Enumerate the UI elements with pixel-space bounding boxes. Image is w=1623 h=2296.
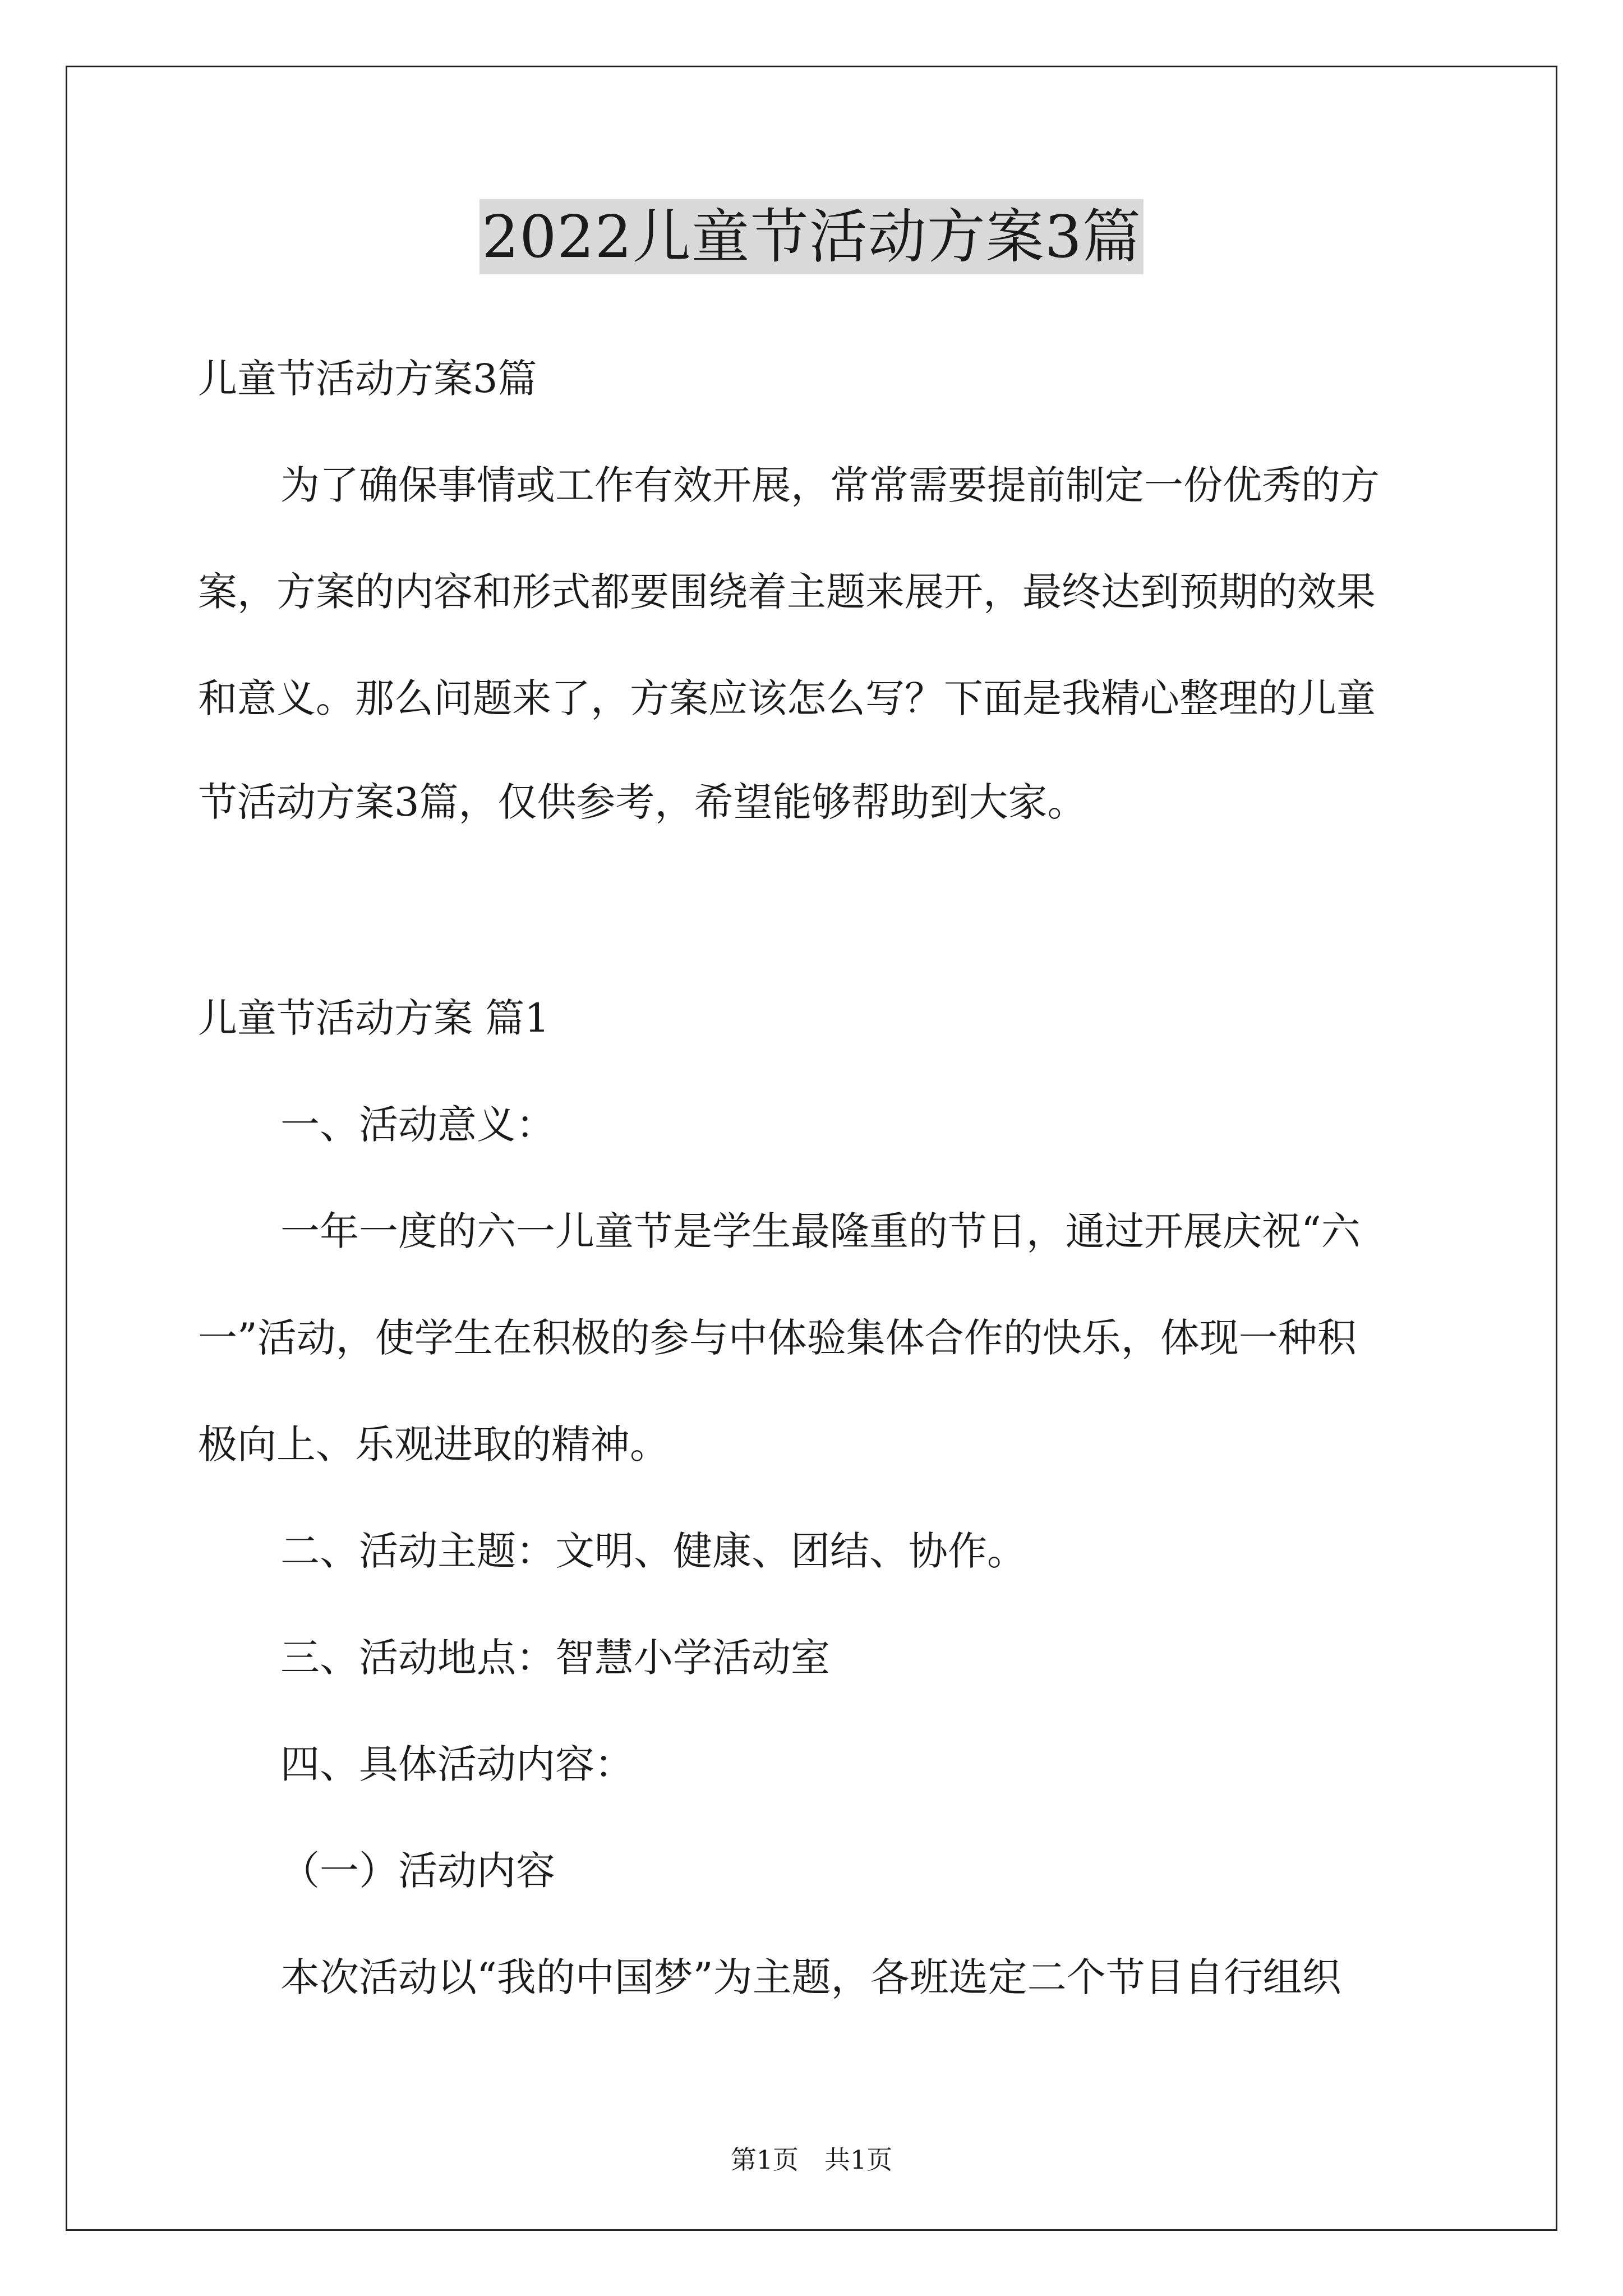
subtitle-line: 儿童节活动方案3篇 (198, 356, 537, 402)
paragraph-line: 节活动方案3篇，仅供参考，希望能够帮助到大家。 (198, 779, 1087, 825)
title-container (0, 199, 1623, 274)
paragraph-line: 一”活动，使学生在积极的参与中体验集体合作的快乐，体现一种积 (198, 1315, 1357, 1361)
paragraph-line: 一年一度的六一儿童节是学生最隆重的节日，通过开展庆祝“六 (280, 1208, 1361, 1254)
paragraph-line: 三、活动地点：智慧小学活动室 (280, 1635, 830, 1681)
paragraph-line: 四、具体活动内容： (280, 1741, 634, 1787)
paragraph-line: 一、活动意义： (280, 1102, 555, 1148)
section-heading: 儿童节活动方案 篇1 (198, 995, 550, 1041)
paragraph-line: （一）活动内容 (280, 1848, 555, 1894)
paragraph-line: 极向上、乐观进取的精神。 (198, 1421, 669, 1467)
paragraph-line: 和意义。那么问题来了，方案应该怎么写？下面是我精心整理的儿童 (198, 675, 1376, 721)
paragraph-line: 本次活动以“我的中国梦”为主题，各班选定二个节目自行组织 (280, 1954, 1341, 2000)
document-title: 2022儿童节活动方案3篇 (479, 199, 1144, 274)
paragraph-line: 案，方案的内容和形式都要围绕着主题来展开，最终达到预期的效果 (198, 569, 1376, 615)
page-footer: 第1页 共1页 (730, 2145, 893, 2175)
paragraph-line: 为了确保事情或工作有效开展，常常需要提前制定一份优秀的方 (280, 462, 1380, 508)
paragraph-line: 二、活动主题：文明、健康、团结、协作。 (280, 1528, 1026, 1574)
